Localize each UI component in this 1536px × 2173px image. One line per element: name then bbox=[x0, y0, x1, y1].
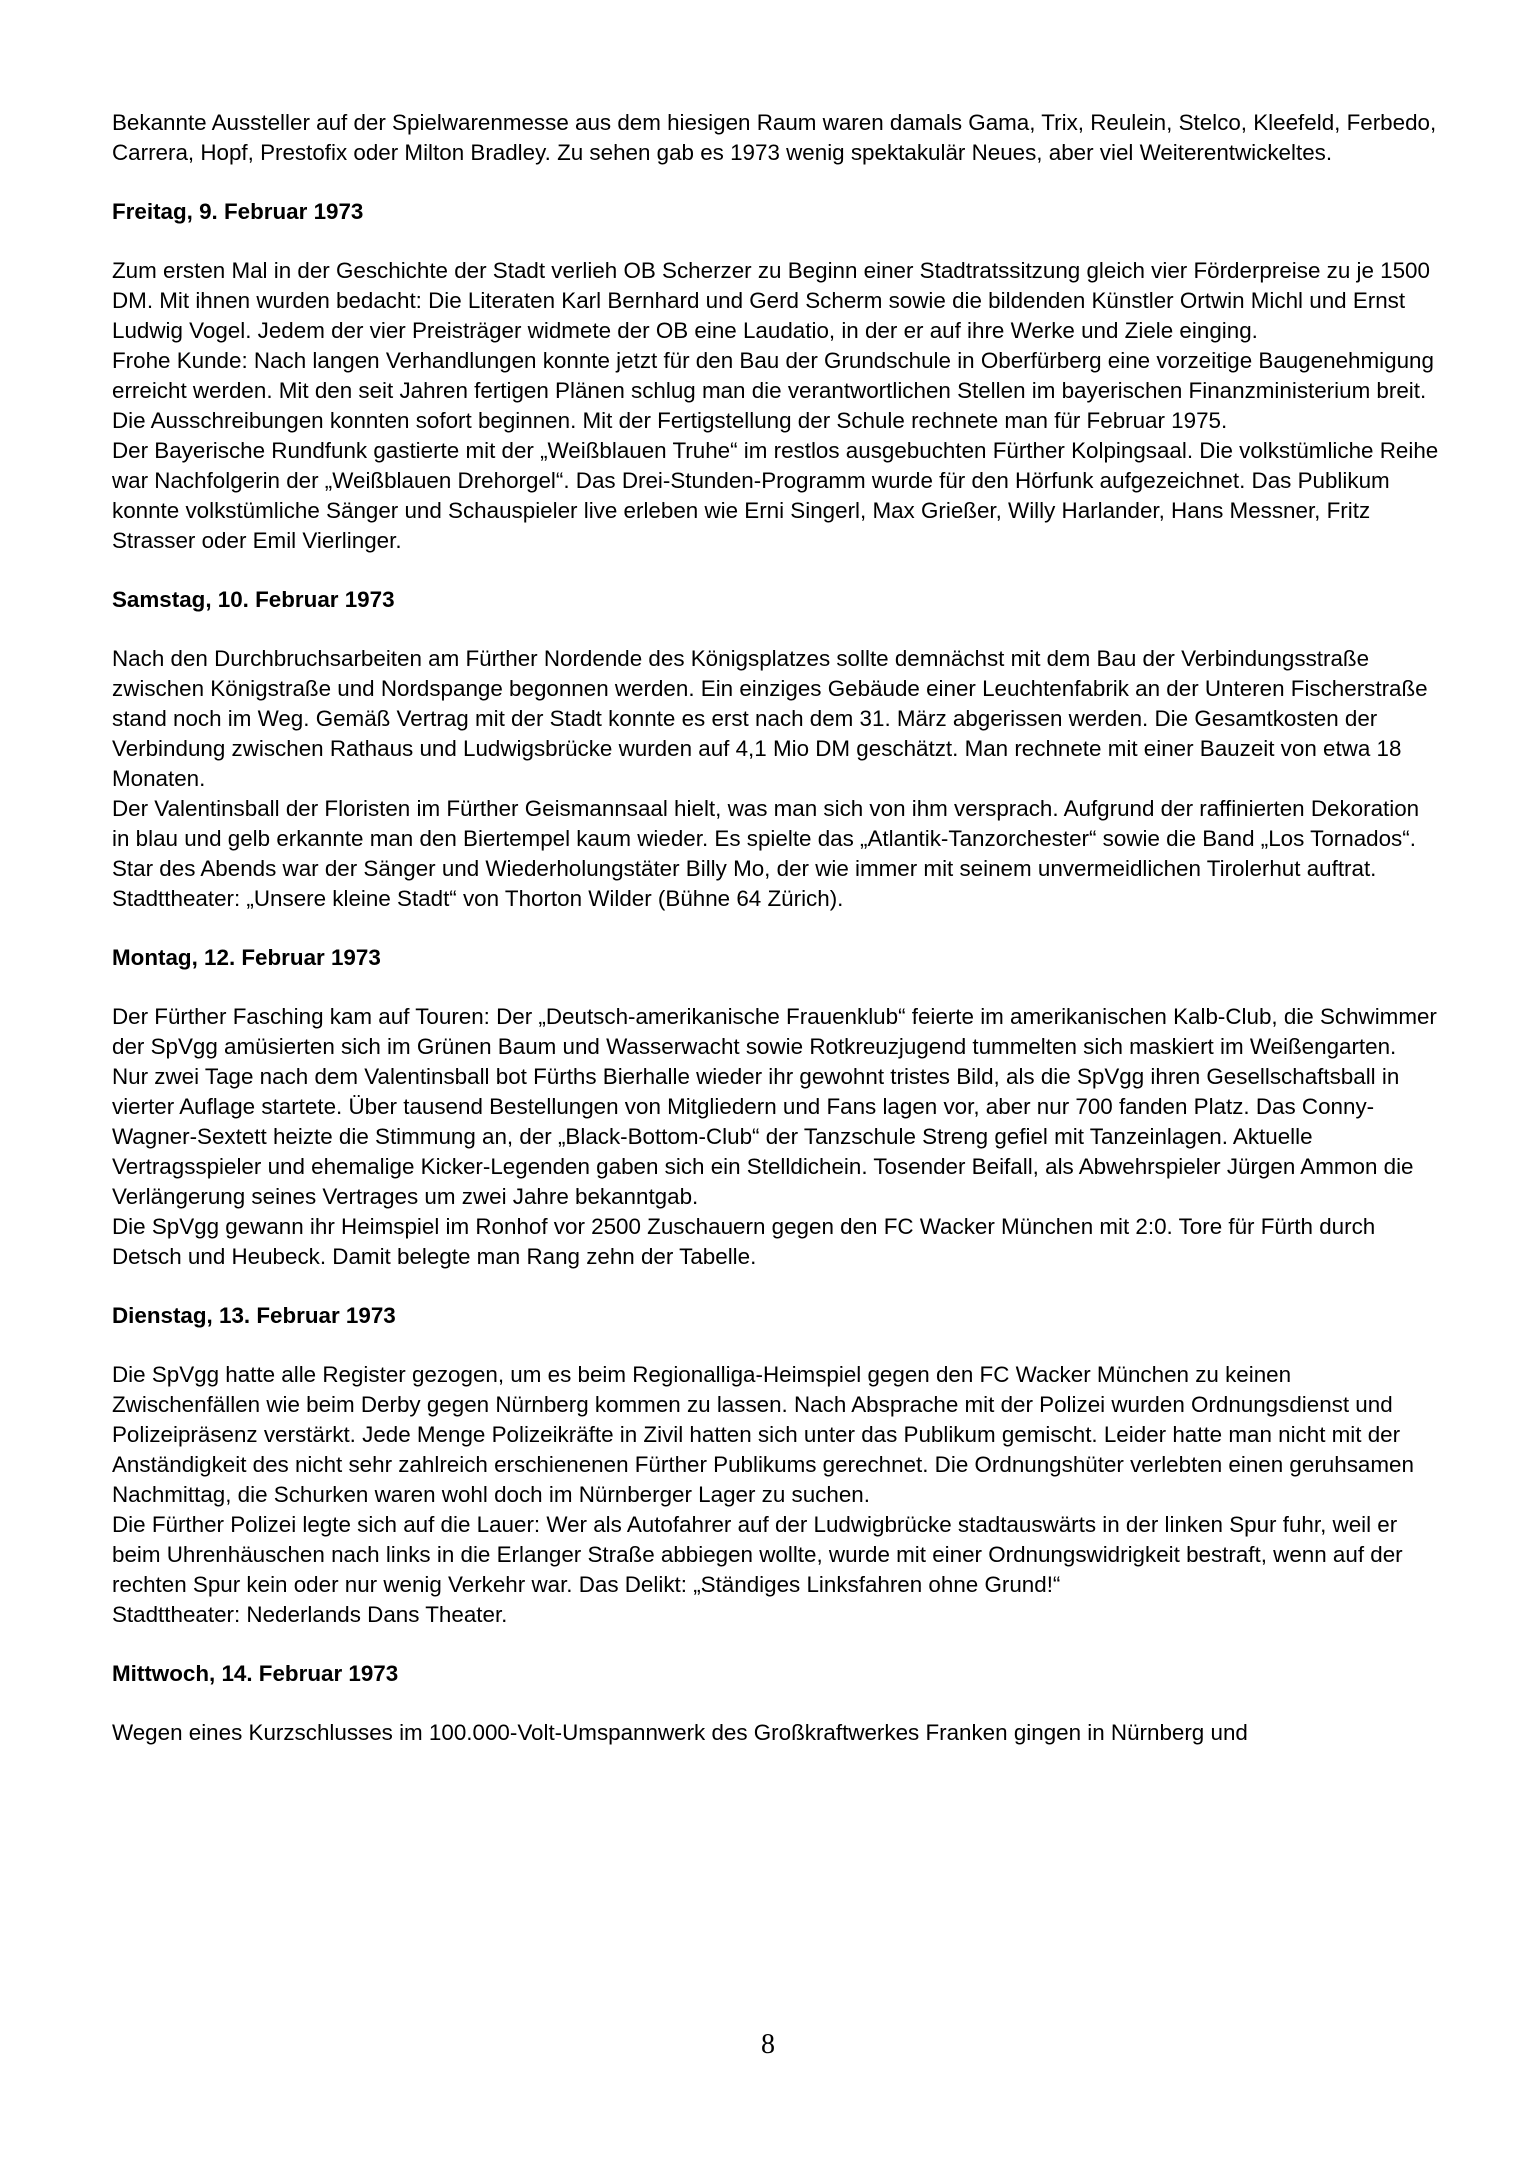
section-montag bbox=[112, 943, 1442, 1272]
section-paragraph: Stadttheater: „Unsere kleine Stadt“ von Thorton Wilder (Bühne 64 Zürich). bbox=[112, 886, 844, 911]
section-paragraph: Die SpVgg hatte alle Register gezogen, um es beim Regionalliga-Heimspiel gegen den FC Wacker München zu keinen Zwischenfällen wie beim Derby gegen Nürnberg kommen zu lassen. Nach Absprache mit der Polizei wurden Ordnungsdienst und Polizeipräsenz verstärkt. Jede Menge Polizeikräfte in Zivil hatten sich unter das Publikum gemischt. Leider hatte man nicht mit der Anständigkeit des nicht sehr zahlreich erschienenen Fürther Publikums gerechnet. Die Ordnungshüter verlebten einen geruhsamen Nachmittag, die Schurken waren wohl doch im Nürnberger Lager zu suchen. bbox=[112, 1362, 1414, 1507]
section-heading: Montag, 12. Februar 1973 bbox=[112, 945, 381, 970]
section-samstag bbox=[112, 585, 1442, 914]
section-paragraph: Der Fürther Fasching kam auf Touren: Der „Deutsch-amerikanische Frauenklub“ feierte im amerikanischen Kalb-Club, die Schwimmer der SpVgg amüsierten sich im Grünen Baum und Wasserwacht sowie Rotkreuzjugend tummelten sich maskiert im Weißengarten. bbox=[112, 1004, 1437, 1059]
section-paragraph: Nach den Durchbruchsarbeiten am Fürther Nordende des Königsplatzes sollte demnächst mit dem Bau der Verbindungsstraße zwischen Königstraße und Nordspange begonnen werden. Ein einziges Gebäude einer Leuchtenfabrik an der Unteren Fischerstraße stand noch im Weg. Gemäß Vertrag mit der Stadt konnte es erst nach dem 31. März abgerissen werden. Die Gesamtkosten der Verbindung zwischen Rathaus und Ludwigsbrücke wurden auf 4,1 Mio DM geschätzt. Man rechnete mit einer Bauzeit von etwa 18 Monaten. bbox=[112, 646, 1428, 791]
section-paragraph: Stadttheater: Nederlands Dans Theater. bbox=[112, 1602, 508, 1627]
section-paragraph: Der Bayerische Rundfunk gastierte mit der „Weißblauen Truhe“ im restlos ausgebuchten Fürther Kolpingsaal. Die volkstümliche Reihe war Nachfolgerin der „Weißblauen Drehorgel“. Das Drei-Stunden-Programm wurde für den Hörfunk aufgezeichnet. Das Publikum konnte volkstümliche Sänger und Schauspieler live erleben wie Erni Singerl, Max Grießer, Willy Harlander, Hans Messner, Fritz Strasser oder Emil Vierlinger. bbox=[112, 438, 1439, 553]
section-paragraph: Nur zwei Tage nach dem Valentinsball bot Fürths Bierhalle wieder ihr gewohnt tristes Bild, als die SpVgg ihren Gesellschaftsball in vierter Auflage startete. Über tausend Bestellungen von Mitgliedern und Fans lagen vor, aber nur 700 fanden Platz. Das Conny-Wagner-Sextett heizte die Stimmung an, der „Black-Bottom-Club“ der Tanzschule Streng gefiel mit Tanzeinlagen. Aktuelle Vertragsspieler und ehemalige Kicker-Legenden gaben sich ein Stelldichein. Tosender Beifall, als Abwehrspieler Jürgen Ammon die Verlängerung seines Vertrages um zwei Jahre bekanntgab. bbox=[112, 1064, 1414, 1209]
section-paragraph: Die Fürther Polizei legte sich auf die Lauer: Wer als Autofahrer auf der Ludwigbrücke stadtauswärts in der linken Spur fuhr, weil er beim Uhrenhäuschen nach links in die Erlanger Straße abbiegen wollte, wurde mit einer Ordnungswidrigkeit bestraft, wenn auf der rechten Spur kein oder nur wenig Verkehr war. Das Delikt: „Ständiges Linksfahren ohne Grund!“ bbox=[112, 1512, 1403, 1597]
section-paragraph: Der Valentinsball der Floristen im Fürther Geismannsaal hielt, was man sich von ihm versprach. Aufgrund der raffinierten Dekoration in blau und gelb erkannte man den Biertempel kaum wieder. Es spielte das „Atlantik-Tanzorchester“ sowie die Band „Los Tornados“. Star des Abends war der Sänger und Wiederholungstäter Billy Mo, der wie immer mit seinem unvermeidlichen Tirolerhut auftrat. bbox=[112, 796, 1420, 881]
section-heading: Freitag, 9. Februar 1973 bbox=[112, 199, 364, 224]
section-paragraph: Die SpVgg gewann ihr Heimspiel im Ronhof vor 2500 Zuschauern gegen den FC Wacker München mit 2:0. Tore für Fürth durch Detsch und Heubeck. Damit belegte man Rang zehn der Tabelle. bbox=[112, 1214, 1376, 1269]
section-mittwoch bbox=[112, 1659, 1442, 1748]
section-heading: Samstag, 10. Februar 1973 bbox=[112, 587, 395, 612]
section-heading: Dienstag, 13. Februar 1973 bbox=[112, 1303, 396, 1328]
section-paragraph: Wegen eines Kurzschlusses im 100.000-Volt-Umspannwerk des Großkraftwerkes Franken gingen in Nürnberg und bbox=[112, 1720, 1248, 1745]
section-freitag bbox=[112, 197, 1442, 556]
section-paragraph: Frohe Kunde: Nach langen Verhandlungen konnte jetzt für den Bau der Grundschule in Oberfürberg eine vorzeitige Baugenehmigung erreicht werden. Mit den seit Jahren fertigen Plänen schlug man die verantwortlichen Stellen im bayerischen Finanzministerium breit. Die Ausschreibungen konnten sofort beginnen. Mit der Fertigstellung der Schule rechnete man für Februar 1975. bbox=[112, 348, 1434, 433]
document-page bbox=[112, 108, 1442, 1748]
page-number: 8 bbox=[761, 2029, 775, 2060]
section-paragraph: Zum ersten Mal in der Geschichte der Stadt verlieh OB Scherzer zu Beginn einer Stadtratssitzung gleich vier Förderpreise zu je 1500 DM. Mit ihnen wurden bedacht: Die Literaten Karl Bernhard und Gerd Scherm sowie die bildenden Künstler Ortwin Michl und Ernst Ludwig Vogel. Jedem der vier Preisträger widmete der OB eine Laudatio, in der er auf ihre Werke und Ziele einging. bbox=[112, 258, 1430, 343]
section-heading: Mittwoch, 14. Februar 1973 bbox=[112, 1661, 399, 1686]
section-dienstag bbox=[112, 1301, 1442, 1630]
intro-paragraph: Bekannte Aussteller auf der Spielwarenmesse aus dem hiesigen Raum waren damals Gama, Trix, Reulein, Stelco, Kleefeld, Ferbedo, Carrera, Hopf, Prestofix oder Milton Bradley. Zu sehen gab es 1973 wenig spektakulär Neues, aber viel Weiterentwickeltes. bbox=[112, 110, 1437, 165]
